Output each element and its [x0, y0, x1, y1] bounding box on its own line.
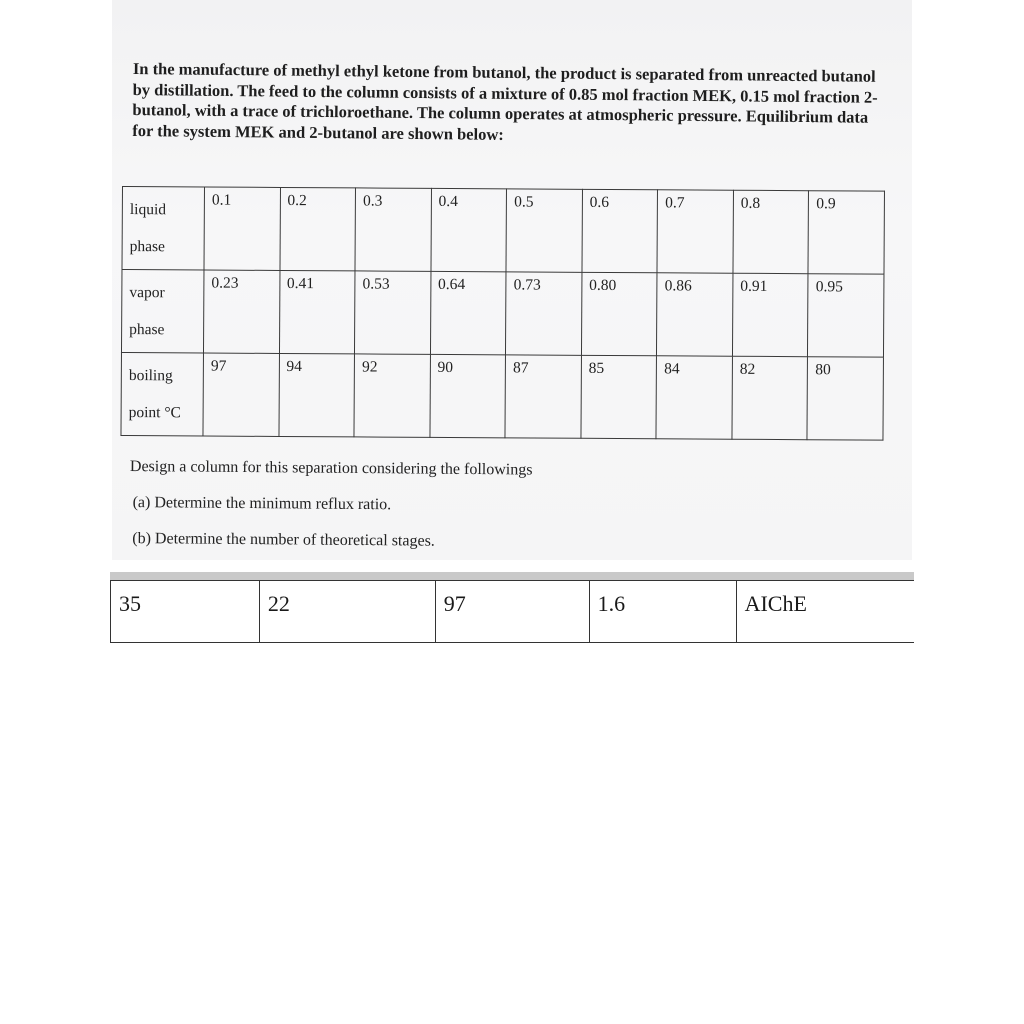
table-cell: 0.41	[279, 270, 355, 353]
table-cell: 97	[203, 353, 279, 436]
bottom-cell: 97	[435, 581, 589, 643]
table-cell: 0.73	[506, 272, 582, 355]
table-cell: 0.1	[204, 187, 280, 270]
table-cell: 0.23	[203, 270, 279, 353]
table-cell: 80	[807, 357, 883, 440]
table-cell: 0.7	[657, 190, 733, 273]
question-block	[129, 458, 730, 571]
table-row	[121, 270, 883, 358]
table-cell: 90	[430, 354, 506, 437]
bottom-cell: 1.6	[589, 581, 736, 643]
question-b: (b) Determine the number of theoretical stages.	[132, 530, 435, 550]
bottom-row	[111, 581, 915, 643]
table-cell: 0.3	[355, 188, 431, 271]
problem-statement: In the manufacture of methyl ethyl ketone from butanol, the product is separated from unreacted butanol by distillation. The feed to the column consists of a mixture of 0.85 mol fraction MEK, 0.15 mol fraction 2-butanol, with a trace of trichloroethane. The column operates at atmospheric pressure. Equilibrium data for the system MEK and 2-butanol are shown below:	[132, 58, 878, 143]
row-label: vapor phase	[121, 270, 204, 353]
table-cell: 87	[505, 355, 581, 438]
bottom-cell: AIChE	[736, 581, 914, 643]
table-cell: 0.4	[431, 188, 507, 271]
table-cell: 85	[581, 355, 657, 438]
bottom-cell: 35	[111, 581, 260, 643]
bottom-data-table	[110, 580, 914, 643]
row-label: boiling point °C	[121, 352, 204, 435]
table-cell: 92	[354, 354, 430, 437]
table-cell: 0.2	[280, 187, 356, 270]
table-row	[122, 187, 884, 275]
table-cell: 0.9	[808, 191, 884, 274]
bottom-cell: 22	[259, 581, 435, 643]
table-cell: 82	[732, 356, 808, 439]
row-label: liquid phase	[122, 187, 205, 270]
table-row	[121, 352, 883, 440]
table-cell: 0.5	[506, 189, 582, 272]
table-cell: 0.86	[657, 273, 733, 356]
equilibrium-data-table	[120, 186, 885, 441]
table-cell: 0.80	[581, 272, 657, 355]
table-cell: 0.91	[732, 273, 808, 356]
bottom-data-strip	[110, 572, 914, 650]
table-cell: 94	[279, 353, 355, 436]
table-cell: 84	[656, 356, 732, 439]
design-instruction: Design a column for this separation considering the followings	[129, 458, 533, 479]
table-cell: 0.64	[430, 271, 506, 354]
table-cell: 0.53	[355, 271, 431, 354]
strip-divider	[110, 572, 914, 580]
table-cell: 0.6	[582, 189, 658, 272]
question-a: (a) Determine the minimum reflux ratio.	[132, 494, 392, 514]
table-cell: 0.95	[808, 274, 884, 357]
table-cell: 0.8	[733, 190, 809, 273]
